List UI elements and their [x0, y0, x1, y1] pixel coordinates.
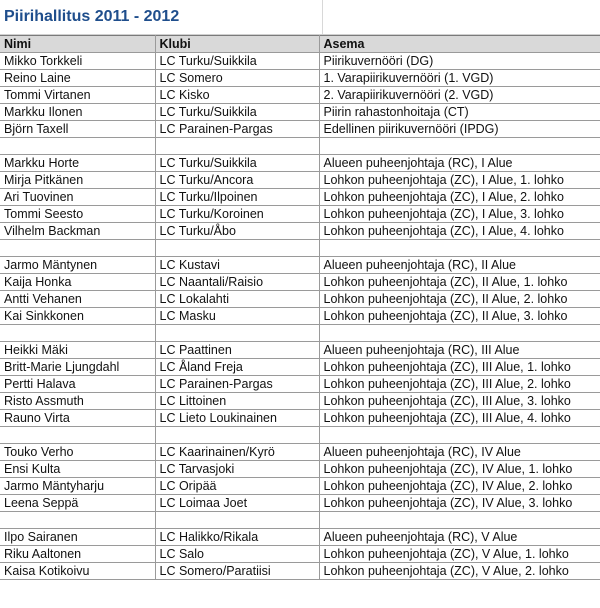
- cell-name[interactable]: Kaisa Kotikoivu: [0, 563, 155, 580]
- cell-name[interactable]: Vilhelm Backman: [0, 223, 155, 240]
- cell-club[interactable]: LC Naantali/Raisio: [155, 274, 319, 291]
- table-row: [0, 223, 600, 240]
- cell-name[interactable]: [0, 240, 155, 257]
- cell-role[interactable]: Lohkon puheenjohtaja (ZC), V Alue, 1. lohko: [319, 546, 600, 563]
- cell-club[interactable]: LC Paattinen: [155, 342, 319, 359]
- cell-name[interactable]: Kaija Honka: [0, 274, 155, 291]
- cell-name[interactable]: [0, 325, 155, 342]
- cell-name[interactable]: [0, 512, 155, 529]
- cell-role[interactable]: 1. Varapiirikuvernööri (1. VGD): [319, 70, 600, 87]
- cell-role[interactable]: Alueen puheenjohtaja (RC), III Alue: [319, 342, 600, 359]
- cell-role[interactable]: Alueen puheenjohtaja (RC), II Alue: [319, 257, 600, 274]
- cell-name[interactable]: Leena Seppä: [0, 495, 155, 512]
- cell-name[interactable]: Tommi Seesto: [0, 206, 155, 223]
- cell-role[interactable]: [319, 325, 600, 342]
- cell-club[interactable]: LC Turku/Suikkila: [155, 104, 319, 121]
- cell-role[interactable]: [319, 240, 600, 257]
- table-row: [0, 512, 600, 529]
- cell-role[interactable]: Lohkon puheenjohtaja (ZC), IV Alue, 3. lohko: [319, 495, 600, 512]
- cell-name[interactable]: Risto Assmuth: [0, 393, 155, 410]
- board-table: [0, 35, 600, 580]
- table-row: [0, 410, 600, 427]
- table-body: [0, 53, 600, 580]
- cell-role[interactable]: Lohkon puheenjohtaja (ZC), V Alue, 2. lohko: [319, 563, 600, 580]
- table-row: [0, 155, 600, 172]
- table-row: [0, 376, 600, 393]
- column-header-role[interactable]: Asema: [319, 36, 600, 53]
- cell-club[interactable]: LC Turku/Åbo: [155, 223, 319, 240]
- cell-role[interactable]: Piirikuvernööri (DG): [319, 53, 600, 70]
- cell-club[interactable]: LC Kaarinainen/Kyrö: [155, 444, 319, 461]
- cell-name[interactable]: Touko Verho: [0, 444, 155, 461]
- cell-club[interactable]: LC Turku/Ancora: [155, 172, 319, 189]
- cell-club[interactable]: LC Turku/Suikkila: [155, 155, 319, 172]
- cell-name[interactable]: Mikko Torkkeli: [0, 53, 155, 70]
- table-row: [0, 257, 600, 274]
- cell-name[interactable]: Mirja Pitkänen: [0, 172, 155, 189]
- table-row: [0, 393, 600, 410]
- cell-club[interactable]: LC Åland Freja: [155, 359, 319, 376]
- cell-role[interactable]: Lohkon puheenjohtaja (ZC), II Alue, 2. lohko: [319, 291, 600, 308]
- cell-role[interactable]: 2. Varapiirikuvernööri (2. VGD): [319, 87, 600, 104]
- table-row: [0, 240, 600, 257]
- cell-role[interactable]: Lohkon puheenjohtaja (ZC), I Alue, 3. lohko: [319, 206, 600, 223]
- table-row: [0, 427, 600, 444]
- cell-name[interactable]: Ilpo Sairanen: [0, 529, 155, 546]
- cell-role[interactable]: Lohkon puheenjohtaja (ZC), III Alue, 4. lohko: [319, 410, 600, 427]
- cell-club[interactable]: [155, 325, 319, 342]
- sheet-title[interactable]: Piirihallitus 2011 - 2012: [4, 8, 180, 25]
- table-row: [0, 104, 600, 121]
- cell-name[interactable]: Antti Vehanen: [0, 291, 155, 308]
- table-row: [0, 138, 600, 155]
- cell-club[interactable]: LC Lieto Loukinainen: [155, 410, 319, 427]
- cell-name[interactable]: Heikki Mäki: [0, 342, 155, 359]
- cell-club[interactable]: LC Kisko: [155, 87, 319, 104]
- header-row: [0, 36, 600, 53]
- cell-name[interactable]: Kai Sinkkonen: [0, 308, 155, 325]
- table-row: [0, 291, 600, 308]
- cell-name[interactable]: Ensi Kulta: [0, 461, 155, 478]
- table-row: [0, 53, 600, 70]
- cell-club[interactable]: LC Masku: [155, 308, 319, 325]
- cell-role[interactable]: Lohkon puheenjohtaja (ZC), I Alue, 1. lohko: [319, 172, 600, 189]
- cell-club[interactable]: LC Tarvasjoki: [155, 461, 319, 478]
- cell-role[interactable]: Alueen puheenjohtaja (RC), I Alue: [319, 155, 600, 172]
- table-row: [0, 308, 600, 325]
- cell-club[interactable]: [155, 138, 319, 155]
- cell-name[interactable]: Ari Tuovinen: [0, 189, 155, 206]
- table-row: [0, 172, 600, 189]
- cell-name[interactable]: Markku Horte: [0, 155, 155, 172]
- cell-role[interactable]: [319, 138, 600, 155]
- cell-club[interactable]: LC Parainen-Pargas: [155, 121, 319, 138]
- cell-name[interactable]: Britt-Marie Ljungdahl: [0, 359, 155, 376]
- table-row: [0, 546, 600, 563]
- cell-club[interactable]: LC Salo: [155, 546, 319, 563]
- table-row: [0, 478, 600, 495]
- table-row: [0, 274, 600, 291]
- cell-name[interactable]: Markku Ilonen: [0, 104, 155, 121]
- cell-role[interactable]: Lohkon puheenjohtaja (ZC), III Alue, 3. lohko: [319, 393, 600, 410]
- cell-role[interactable]: [319, 512, 600, 529]
- table-row: [0, 121, 600, 138]
- cell-name[interactable]: Jarmo Mäntyharju: [0, 478, 155, 495]
- table-row: [0, 495, 600, 512]
- table-row: [0, 70, 600, 87]
- cell-club[interactable]: LC Turku/Ilpoinen: [155, 189, 319, 206]
- cell-club[interactable]: LC Lokalahti: [155, 291, 319, 308]
- table-row: [0, 444, 600, 461]
- cell-club[interactable]: LC Littoinen: [155, 393, 319, 410]
- cell-name[interactable]: [0, 138, 155, 155]
- cell-club[interactable]: LC Oripää: [155, 478, 319, 495]
- cell-role[interactable]: Edellinen piirikuvernööri (IPDG): [319, 121, 600, 138]
- table-row: [0, 189, 600, 206]
- cell-name[interactable]: Riku Aaltonen: [0, 546, 155, 563]
- cell-role[interactable]: Lohkon puheenjohtaja (ZC), II Alue, 3. lohko: [319, 308, 600, 325]
- cell-role[interactable]: Lohkon puheenjohtaja (ZC), I Alue, 4. lohko: [319, 223, 600, 240]
- table-row: [0, 461, 600, 478]
- cell-club[interactable]: LC Parainen-Pargas: [155, 376, 319, 393]
- cell-role[interactable]: Lohkon puheenjohtaja (ZC), IV Alue, 1. lohko: [319, 461, 600, 478]
- table-row: [0, 563, 600, 580]
- cell-name[interactable]: Tommi Virtanen: [0, 87, 155, 104]
- empty-cell[interactable]: [322, 0, 600, 34]
- cell-name[interactable]: Reino Laine: [0, 70, 155, 87]
- cell-club[interactable]: LC Loimaa Joet: [155, 495, 319, 512]
- cell-role[interactable]: Lohkon puheenjohtaja (ZC), II Alue, 1. lohko: [319, 274, 600, 291]
- cell-club[interactable]: [155, 512, 319, 529]
- cell-name[interactable]: Björn Taxell: [0, 121, 155, 138]
- cell-club[interactable]: [155, 240, 319, 257]
- cell-role[interactable]: Lohkon puheenjohtaja (ZC), III Alue, 1. lohko: [319, 359, 600, 376]
- title-row: [0, 0, 600, 35]
- cell-club[interactable]: LC Turku/Koroinen: [155, 206, 319, 223]
- table-row: [0, 359, 600, 376]
- cell-club[interactable]: LC Kustavi: [155, 257, 319, 274]
- cell-role[interactable]: Alueen puheenjohtaja (RC), IV Alue: [319, 444, 600, 461]
- table-row: [0, 206, 600, 223]
- cell-role[interactable]: Piirin rahastonhoitaja (CT): [319, 104, 600, 121]
- table-row: [0, 342, 600, 359]
- cell-role[interactable]: Alueen puheenjohtaja (RC), V Alue: [319, 529, 600, 546]
- table-row: [0, 529, 600, 546]
- column-header-club[interactable]: Klubi: [155, 36, 319, 53]
- cell-club[interactable]: LC Somero/Paratiisi: [155, 563, 319, 580]
- cell-name[interactable]: Rauno Virta: [0, 410, 155, 427]
- cell-name[interactable]: Pertti Halava: [0, 376, 155, 393]
- cell-name[interactable]: Jarmo Mäntynen: [0, 257, 155, 274]
- cell-club[interactable]: LC Turku/Suikkila: [155, 53, 319, 70]
- cell-name[interactable]: [0, 427, 155, 444]
- cell-club[interactable]: LC Somero: [155, 70, 319, 87]
- cell-role[interactable]: Lohkon puheenjohtaja (ZC), I Alue, 2. lohko: [319, 189, 600, 206]
- table-row: [0, 325, 600, 342]
- cell-role[interactable]: Lohkon puheenjohtaja (ZC), III Alue, 2. lohko: [319, 376, 600, 393]
- cell-club[interactable]: LC Halikko/Rikala: [155, 529, 319, 546]
- column-header-name[interactable]: Nimi: [0, 36, 155, 53]
- table-row: [0, 87, 600, 104]
- cell-club[interactable]: [155, 427, 319, 444]
- cell-role[interactable]: [319, 427, 600, 444]
- cell-role[interactable]: Lohkon puheenjohtaja (ZC), IV Alue, 2. lohko: [319, 478, 600, 495]
